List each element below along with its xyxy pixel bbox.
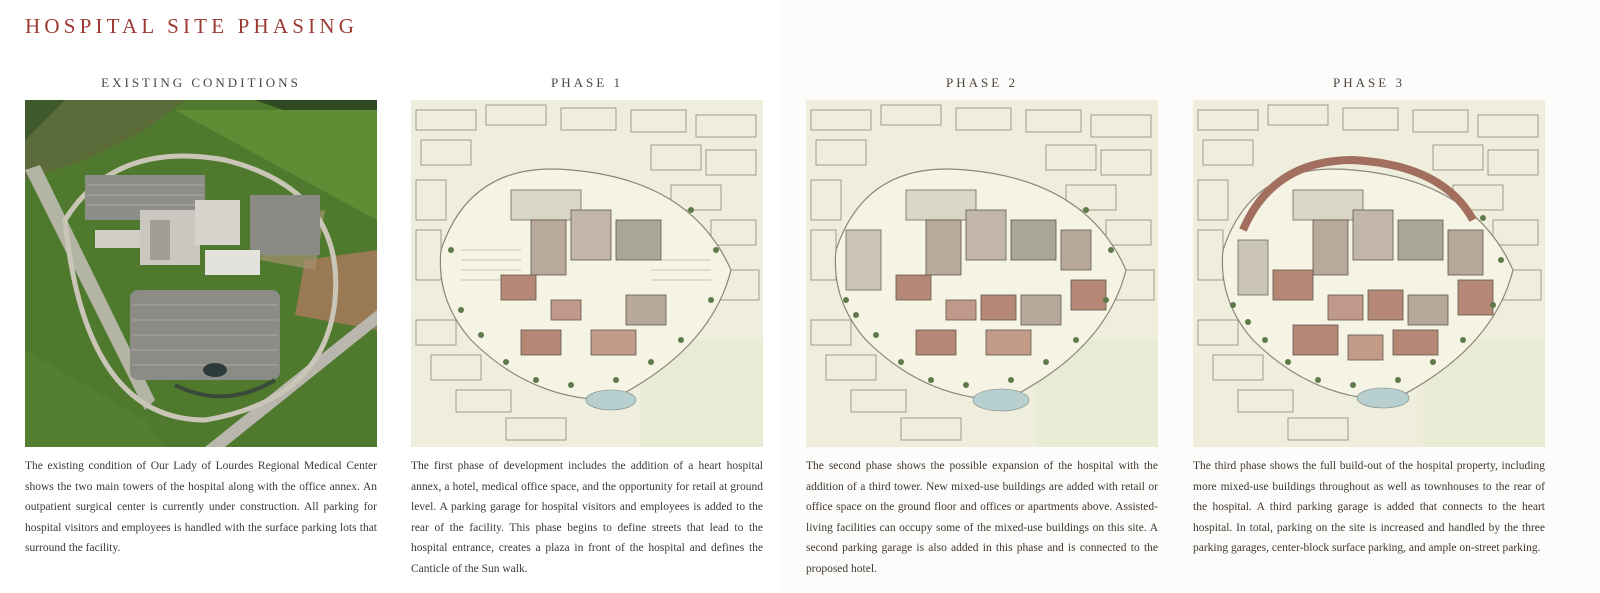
column-caption: The existing condition of Our Lady of Lourdes Regional Medical Center shows the two main towers of the hospital along with the office annex. An outpatient surgical center is currently under construction. All parking for hospital visitors and employees is handled with the surface parking lots that surround the facility. [25,460,377,554]
column-caption: The first phase of development includes the addition of a heart hospital annex, a hotel, medical office space, and the opportunity for retail at ground level. A parking garage for hospital visitors and employees is added to the rear of the facility. This phase begins to define streets that lead to the hospital entrance, creates a plaza in front of the hospital and defines the Canticle of the Sun walk. [411,460,763,575]
page-title: HOSPITAL SITE PHASING [25,14,359,38]
phase-1-site-plan [411,100,763,447]
column-heading: PHASE 1 [551,75,623,90]
column-heading: PHASE 2 [946,75,1018,90]
column-heading: EXISTING CONDITIONS [101,75,301,90]
existing-conditions-aerial-photo [25,100,377,447]
column-existing-conditions [25,72,377,554]
column-phase-1 [411,72,763,575]
column-heading: PHASE 3 [1333,75,1405,90]
column-caption: The third phase shows the full build-out of the hospital property, including more mixed-use buildings throughout as well as townhouses to the rear of the hospital. A third parking garage is added that connects to the heart hospital. In total, parking on the site is increased and handled by the three parking garages, center-block surface parking, and ample on-street parking. [1193,460,1545,554]
column-caption: The second phase shows the possible expansion of the hospital with the addition of a third tower. New mixed-use buildings are added with retail or office space on the ground floor and offices or apartments above. Assisted-living facilities can occupy some of the mixed-use buildings on this site. A second parking garage is also added in this phase and is connected to the proposed hotel. [806,460,1158,575]
column-phase-3 [1193,72,1545,554]
phase-2-site-plan [806,100,1158,447]
phase-3-site-plan [1193,100,1545,447]
column-phase-2 [806,72,1158,575]
